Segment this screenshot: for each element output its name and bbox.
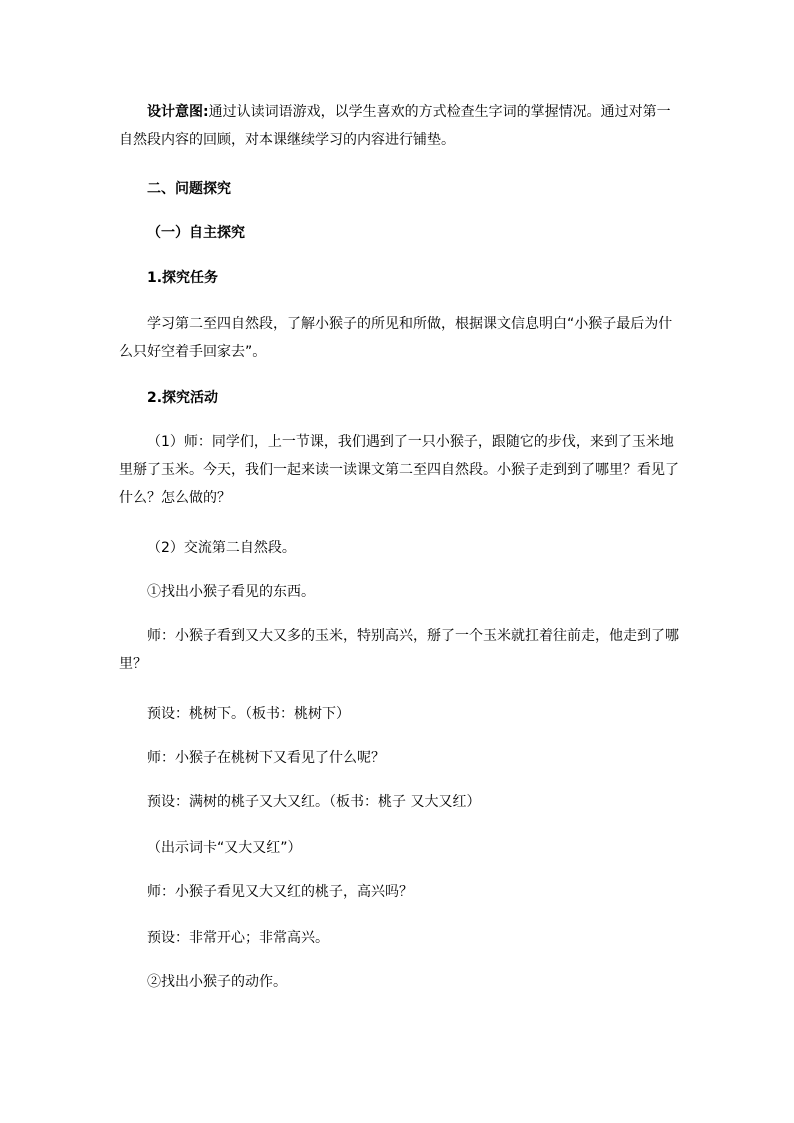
paragraph-5: 预设：桃树下。（板书：桃树下） — [147, 706, 350, 722]
paragraph-3: ①找出小猴子看见的东西。 — [147, 584, 315, 600]
task-heading: 1.探究任务 — [147, 270, 219, 286]
paragraph-9: 师：小猴子看见又大又红的桃子，高兴吗？ — [147, 884, 413, 900]
paragraph-11: ②找出小猴子的动作。 — [147, 974, 287, 990]
subsection-one-title: （一）自主探究 — [147, 225, 245, 241]
paragraph-8: （出示词卡“又大又红”） — [147, 840, 302, 856]
design-intent-text: 通过认读词语游戏，以学生喜欢的方式检查生字词的掌握情况。通过对第一自然段内容的回顾，对本课继续学习的内容进行铺垫。 — [119, 104, 671, 148]
design-intent-paragraph — [119, 98, 679, 154]
activity-heading: 2.探究活动 — [147, 390, 219, 406]
paragraph-2: （2）交流第二自然段。 — [147, 540, 296, 556]
paragraph-6: 师：小猴子在桃树下又看见了什么呢？ — [147, 750, 385, 766]
paragraph-4: 师：小猴子看到又大又多的玉米，特别高兴，掰了一个玉米就扛着往前走，他走到了哪里？ — [119, 628, 679, 672]
section-two-title: 二、问题探究 — [147, 181, 231, 197]
task-text: 学习第二至四自然段，了解小猴子的所见和所做，根据课文信息明白“小猴子最后为什么只好空着手回家去”。 — [119, 316, 673, 360]
paragraph-7: 预设：满树的桃子又大又红。（板书：桃子 又大又红） — [147, 794, 481, 810]
paragraph-10: 预设：非常开心；非常高兴。 — [147, 930, 329, 946]
paragraph-1: （1）师：同学们，上一节课，我们遇到了一只小猴子，跟随它的步伐，来到了玉米地里掰了玉米。今天，我们一起来读一读课文第二至四自然段。小猴子走到到了哪里？看见了什么？怎么做的？ — [119, 434, 679, 506]
design-intent-label: 设计意图: — [147, 104, 209, 120]
